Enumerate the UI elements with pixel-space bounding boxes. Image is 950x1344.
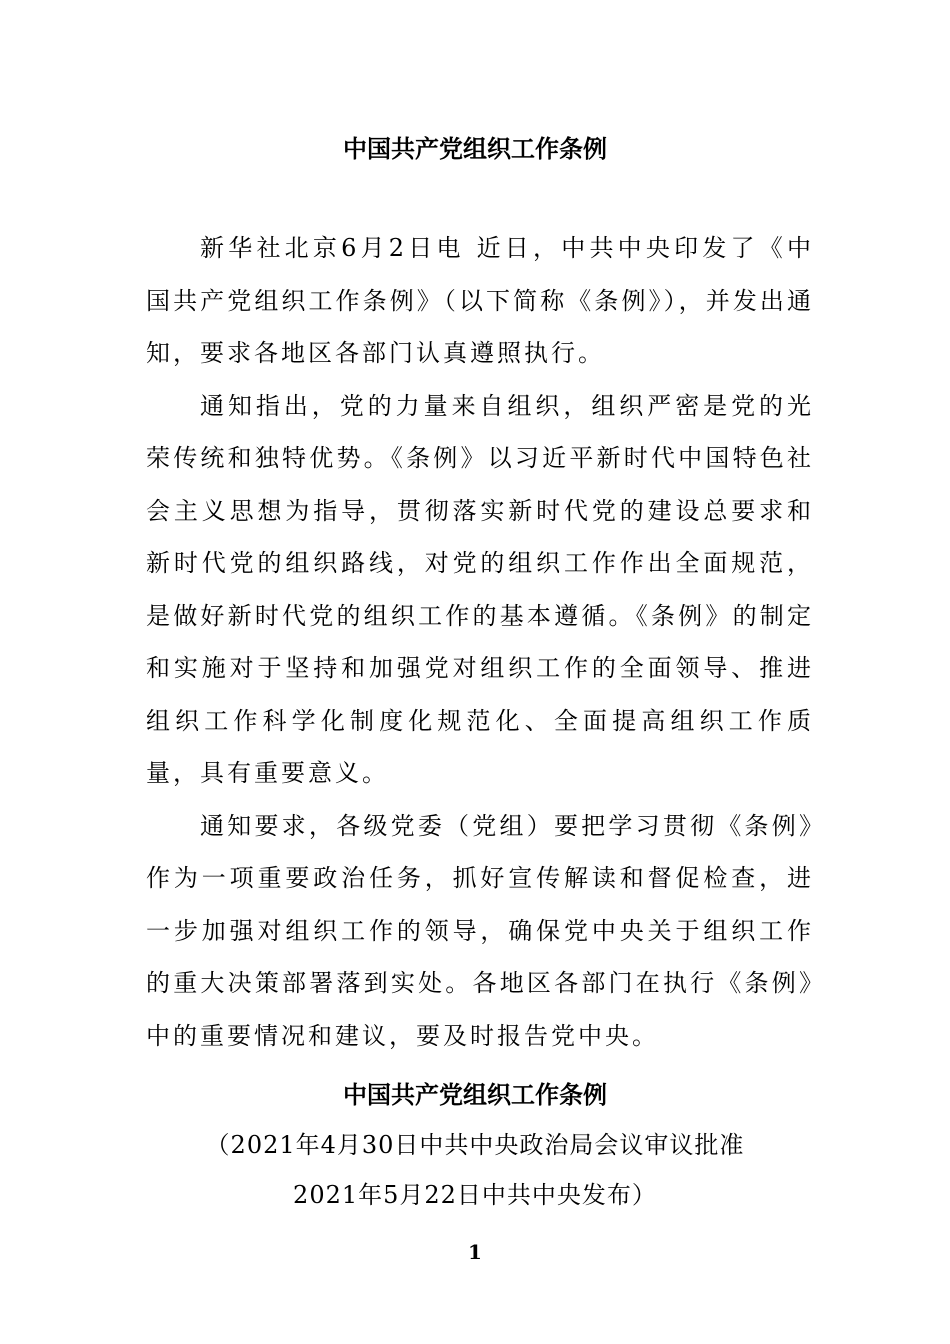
document-title: 中国共产党组织工作条例	[343, 134, 607, 163]
approval-line: （2021年4月30日中共中央政治局会议审议批准	[205, 1131, 745, 1159]
regulation-title: 中国共产党组织工作条例	[343, 1080, 607, 1109]
paragraph-1: 新华社北京6月2日电 近日，中共中央印发了《中国共产党组织工作条例》（以下简称《条例》），并发出通知，要求各地区各部门认真遵照执行。	[146, 234, 814, 367]
paragraph-3: 通知要求，各级党委（党组）要把学习贯彻《条例》作为一项重要政治任务，抓好宣传解读和督促检查，进一步加强对组织工作的领导，确保党中央关于组织工作的重大决策部署落到实处。各地区各部门在执行《条例》中的重要情况和建议，要及时报告党中央。	[146, 811, 814, 1050]
release-line: 2021年5月22日中共中央发布）	[293, 1181, 657, 1209]
body-text	[146, 222, 814, 1062]
paragraph-2: 通知指出，党的力量来自组织，组织严密是党的光荣传统和独特优势。《条例》以习近平新时代中国特色社会主义思想为指导，贯彻落实新时代党的建设总要求和新时代党的组织路线，对党的组织工作作出全面规范，是做好新时代党的组织工作的基本遵循。《条例》的制定和实施对于坚持和加强党对组织工作的全面领导、推进组织工作科学化制度化规范化、全面提高组织工作质量，具有重要意义。	[146, 391, 814, 787]
page-number: 1	[468, 1240, 482, 1264]
